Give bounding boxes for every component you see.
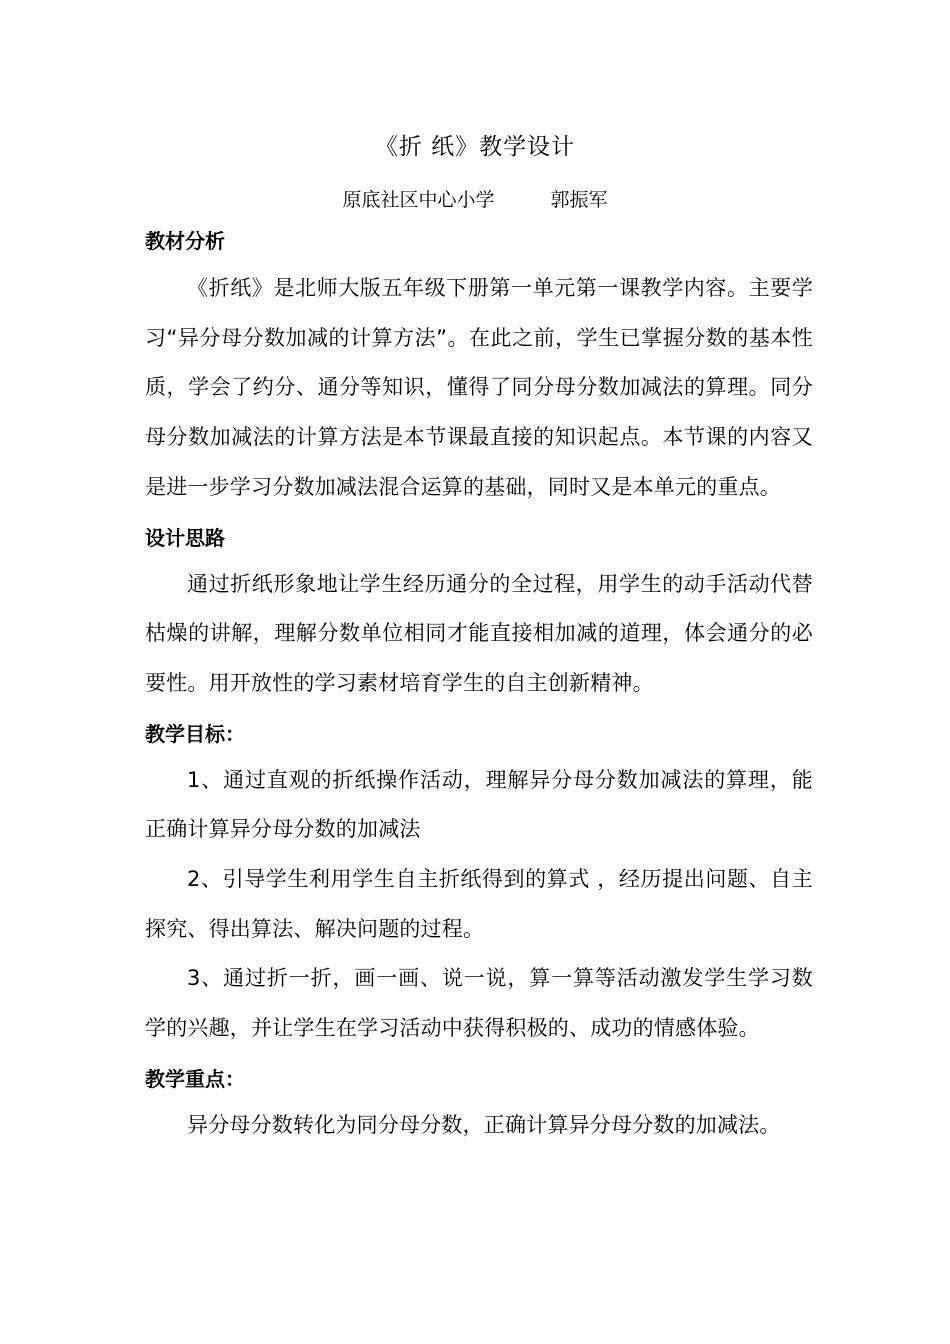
byline: [0, 185, 950, 215]
school-name: 原底社区中心小学: [342, 189, 495, 211]
document-title: 《折 纸》教学设计: [374, 134, 576, 160]
section-heading-textbook-analysis: 教材分析: [145, 229, 225, 253]
document-body: [145, 222, 813, 1151]
section-paragraph-textbook-analysis: 《折纸》是北师大版五年级下册第一单元第一课教学内容。主要学习“异分母分数加减的计算方法”。在此之前，学生已掌握分数的基本性质，学会了约分、通分等知识，懂得了同分母分数加减法的算理。同分母分数加减法的计算方法是本节课最直接的知识起点。本节课的内容又是进一步学习分数加减法混合运算的基础，同时又是本单元的重点。: [145, 276, 813, 499]
section-heading-teaching-goals: 教学目标：: [145, 721, 245, 746]
section-paragraph-design-idea: 通过折纸形象地让学生经历通分的全过程，用学生的动手活动代替枯燥的讲解，理解分数单位相同才能直接相加减的道理，体会通分的必要性。用开放性的学习素材培育学生的自主创新精神。: [145, 571, 813, 695]
section-paragraph-teaching-focus: 异分母分数转化为同分母分数，正确计算异分母分数的加减法。: [187, 1112, 781, 1137]
section-heading-teaching-focus: 教学重点：: [145, 1066, 245, 1091]
section-heading-design-idea: 设计思路: [145, 525, 225, 550]
teaching-goal-2: 2、引导学生利用学生自主折纸得到的算式 ，经历提出问题、自主探究、得出算法、解决问题的过程。: [145, 867, 813, 941]
teaching-goal-1: 1、通过直观的折纸操作活动，理解异分母分数加减法的算理，能正确计算异分母分数的加减法: [145, 767, 813, 842]
teaching-goal-3: 3、通过折一折，画一画、说一说，算一算等活动激发学生学习数学的兴趣，并让学生在学习活动中获得积极的、成功的情感体验。: [145, 966, 813, 1041]
author-name: 郭振军: [550, 189, 608, 211]
